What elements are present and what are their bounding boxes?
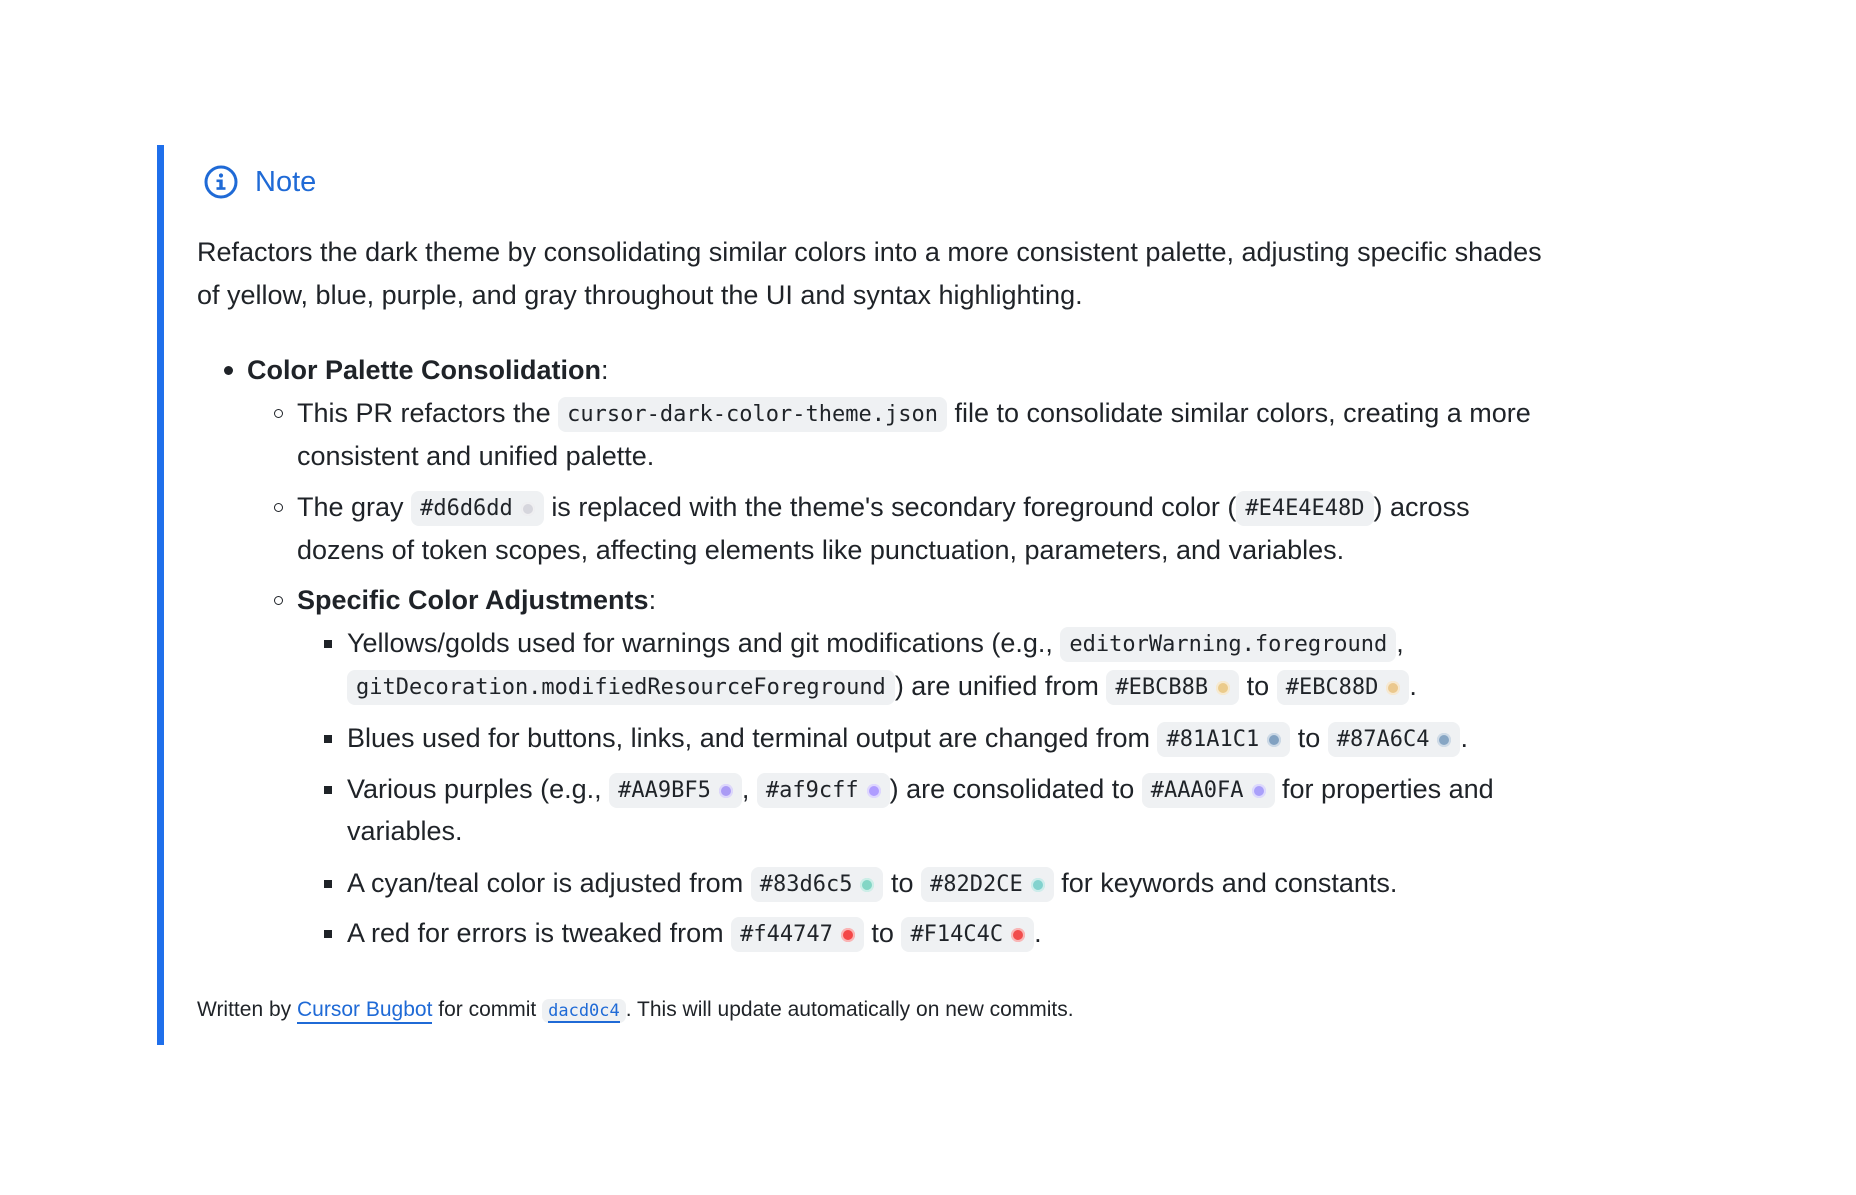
item-text: to — [890, 868, 914, 898]
bullet-square — [324, 735, 332, 743]
color-code-chip — [1106, 670, 1239, 705]
item-text: ) are consolidated to — [889, 774, 1135, 804]
color-swatch — [1011, 928, 1025, 942]
item-text: Yellows/golds used for warnings and git modifications (e.g., — [347, 628, 1053, 658]
adjustment-purple-line2: variables. — [347, 816, 463, 846]
item-text: for keywords and constants. — [1061, 868, 1398, 898]
color-code: #81A1C1 — [1166, 727, 1260, 752]
footer-text: Written by — [197, 998, 292, 1021]
adjustment-yellow — [347, 625, 1404, 661]
item-text: to — [1297, 723, 1321, 753]
item-text: is replaced with the theme's secondary foreground color ( — [551, 492, 1237, 522]
footer-text: . This will update automatically on new commits. — [625, 998, 1074, 1021]
color-code-chip — [731, 917, 864, 952]
bullet-square — [324, 786, 332, 794]
adjustment-cyan — [347, 865, 1397, 901]
item-text: ) across — [1373, 492, 1470, 522]
code-filename: cursor-dark-color-theme.json — [558, 397, 947, 432]
item-text: This PR refactors the — [297, 398, 551, 428]
item-text: . — [1460, 723, 1468, 753]
item-text: , — [1396, 628, 1404, 658]
color-code: #82D2CE — [930, 872, 1023, 897]
color-code: #f44747 — [740, 922, 833, 947]
bullet-square — [324, 640, 332, 648]
info-icon — [204, 165, 238, 199]
commit-hash[interactable]: dacd0c4 — [548, 1001, 620, 1021]
code-token: gitDecoration.modifiedResourceForeground — [347, 670, 895, 705]
color-swatch — [1267, 733, 1281, 747]
item-text: , — [741, 774, 750, 804]
color-swatch — [719, 784, 733, 798]
color-swatch — [860, 878, 874, 892]
color-code: #d6d6dd — [420, 496, 513, 521]
bullet-circle — [274, 503, 283, 512]
color-swatch — [1252, 784, 1266, 798]
list-heading-colon: : — [601, 355, 609, 385]
item-text: for properties and — [1282, 774, 1494, 804]
list-heading — [247, 352, 609, 388]
color-code-chip — [411, 491, 544, 526]
adjustment-red — [347, 915, 1042, 951]
list-heading-text: Color Palette Consolidation — [247, 355, 602, 385]
color-swatch — [521, 502, 535, 516]
color-code: #87A6C4 — [1336, 727, 1430, 752]
sublist-heading-colon: : — [648, 585, 657, 615]
item-text: file to consolidate similar colors, creating a more — [954, 398, 1531, 428]
color-code-chip — [1142, 773, 1275, 808]
summary-line-1: Refactors the dark theme by consolidating similar colors into a more consistent palette, adjusting specific shades — [197, 237, 1542, 267]
color-code-chip — [1328, 722, 1461, 757]
summary-line-2: of yellow, blue, purple, and gray throughout the UI and syntax highlighting. — [197, 280, 1083, 310]
author-link[interactable]: Cursor Bugbot — [297, 998, 432, 1024]
bullet-circle — [274, 409, 283, 418]
color-code: #EBC88D — [1285, 675, 1379, 700]
item-text: A cyan/teal color is adjusted from — [347, 868, 744, 898]
color-swatch — [1216, 681, 1230, 695]
color-code-chip — [1277, 670, 1410, 705]
color-swatch — [1437, 733, 1451, 747]
bullet-square — [324, 930, 332, 938]
code-token: editorWarning.foreground — [1060, 627, 1396, 662]
adjustment-yellow-line2 — [347, 668, 1417, 704]
list-item-gray-line2: dozens of token scopes, affecting elements like punctuation, parameters, and variables. — [297, 535, 1345, 565]
adjustment-purple — [347, 771, 1494, 807]
item-text: The gray — [297, 492, 404, 522]
color-swatch — [841, 928, 855, 942]
commit-link[interactable] — [542, 999, 626, 1023]
item-text: ) are unified from — [894, 671, 1099, 701]
list-item-file — [297, 395, 1531, 431]
item-text: . — [1409, 671, 1417, 701]
color-swatch — [1386, 681, 1400, 695]
item-text: A red for errors is tweaked from — [347, 918, 724, 948]
color-code: #af9cff — [765, 778, 859, 803]
item-text: to — [871, 918, 894, 948]
color-swatch — [1031, 878, 1045, 892]
item-text: Various purples (e.g., — [347, 774, 602, 804]
list-item-gray — [297, 489, 1470, 525]
color-code: #AAA0FA — [1150, 778, 1244, 803]
color-code-chip — [757, 773, 890, 808]
color-code-chip — [901, 917, 1034, 952]
note-title: Note — [255, 165, 317, 198]
bullet-circle — [274, 596, 283, 605]
note-heading — [204, 163, 316, 201]
color-code: #83d6c5 — [759, 872, 853, 897]
color-code-chip — [1157, 722, 1290, 757]
bullet-square — [324, 880, 332, 888]
footer-text: for commit — [438, 998, 537, 1021]
color-code: #F14C4C — [910, 922, 1004, 947]
color-code-chip: #E4E4E48D — [1236, 491, 1373, 526]
color-code-chip — [751, 867, 884, 902]
bullet-disc — [224, 366, 233, 375]
color-code-chip — [921, 867, 1054, 902]
color-code: #AA9BF5 — [618, 778, 711, 803]
item-text: to — [1246, 671, 1270, 701]
item-text: . — [1034, 918, 1042, 948]
note-footer — [197, 995, 1074, 1026]
adjustment-blue — [347, 720, 1468, 756]
sublist-heading — [297, 582, 656, 618]
color-code-chip — [609, 773, 742, 808]
item-text: Blues used for buttons, links, and terminal output are changed from — [347, 723, 1150, 753]
sublist-heading-text: Specific Color Adjustments — [297, 585, 649, 615]
color-code: #EBCB8B — [1115, 675, 1209, 700]
list-item-file-line2: consistent and unified palette. — [297, 441, 655, 471]
color-swatch — [867, 784, 881, 798]
